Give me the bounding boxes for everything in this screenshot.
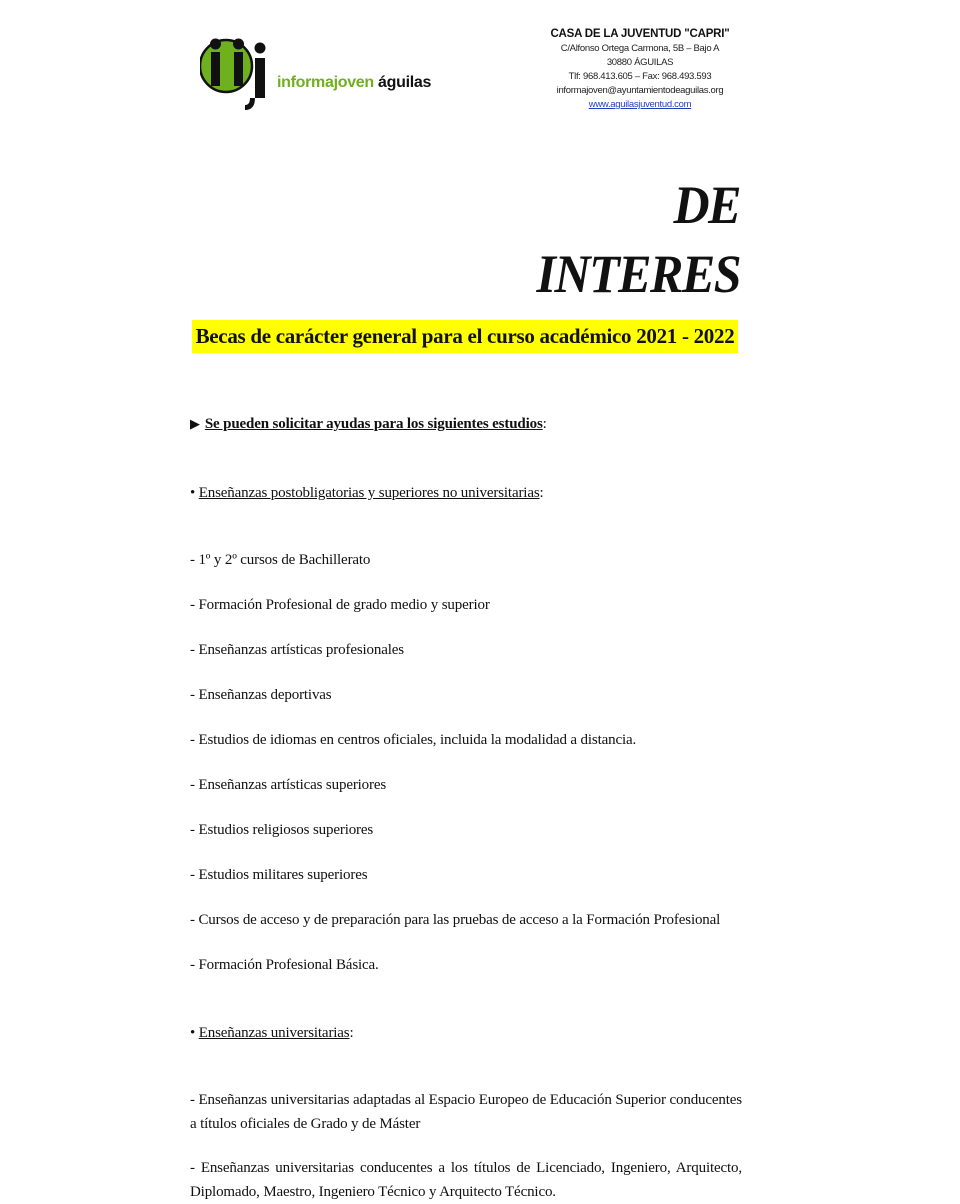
list-item: - 1º y 2º cursos de Bachillerato: [190, 552, 371, 568]
section1-heading-suffix: :: [539, 485, 544, 501]
logo-brand-part1: informajoven: [277, 74, 374, 91]
logo-brand-part2: águilas: [378, 74, 432, 91]
bullet-icon: •: [190, 485, 196, 501]
list-item: - Enseñanzas artísticas superiores: [190, 777, 387, 793]
list-item: - Enseñanzas artísticas profesionales: [190, 642, 404, 658]
list-item: - Cursos de acceso y de preparación para las pruebas de acceso a la Formación Profesional: [190, 912, 721, 928]
section2-heading: [190, 1021, 354, 1045]
list-item: - Enseñanzas universitarias adaptadas al Espacio Europeo de Educación Superior conducentes a títulos oficiales de Grado y de Máster: [190, 1092, 742, 1132]
contact-block: [540, 26, 740, 112]
intro-text: Se pueden solicitar ayudas para los siguientes estudios: [204, 416, 543, 432]
contact-phones: Tlf: 968.413.605 – Fax: 968.493.593: [568, 71, 712, 82]
list-item: - Estudios de idiomas en centros oficiales, incluida la modalidad a distancia.: [190, 732, 637, 748]
contact-org: CASA DE LA JUVENTUD "CAPRI": [550, 28, 730, 40]
contact-address: C/Alfonso Ortega Carmona, 5B – Bajo A: [560, 43, 720, 54]
headline: [0, 324, 930, 349]
list-item: - Formación Profesional Básica.: [190, 957, 379, 973]
contact-email: informajoven@ayuntamientodeaguilas.org: [556, 85, 724, 96]
logo-brand-text: [277, 74, 431, 92]
list-item: - Estudios militares superiores: [190, 867, 368, 883]
headline-text: Becas de carácter general para el curso académico 2021 - 2022: [192, 320, 739, 353]
intro-suffix: :: [542, 416, 547, 432]
ij-logo-icon: [200, 22, 280, 112]
informajoven-logo: [200, 22, 432, 112]
list-item: - Formación Profesional de grado medio y superior: [190, 597, 490, 613]
page-title: DE INTERES: [536, 174, 740, 304]
section1-heading: [190, 481, 544, 505]
triangle-bullet-icon: ▶: [190, 416, 200, 431]
intro-line: [190, 412, 547, 436]
section2-heading-text: Enseñanzas universitarias: [198, 1025, 350, 1041]
list-item: - Estudios religiosos superiores: [190, 822, 374, 838]
bullet-icon: •: [190, 1025, 196, 1041]
list-item: - Enseñanzas deportivas: [190, 687, 332, 703]
contact-website-link[interactable]: www.aguilasjuventud.com: [588, 99, 692, 110]
contact-city: 30880 ÁGUILAS: [606, 57, 674, 68]
section1-heading-text: Enseñanzas postobligatorias y superiores no universitarias: [198, 485, 540, 501]
section2-heading-suffix: :: [349, 1025, 354, 1041]
list-item: - Enseñanzas universitarias conducentes a los títulos de Licenciado, Ingeniero, Arquitecto, Diplomado, Maestro, Ingeniero Técnico y Arquitecto Técnico.: [190, 1160, 742, 1200]
